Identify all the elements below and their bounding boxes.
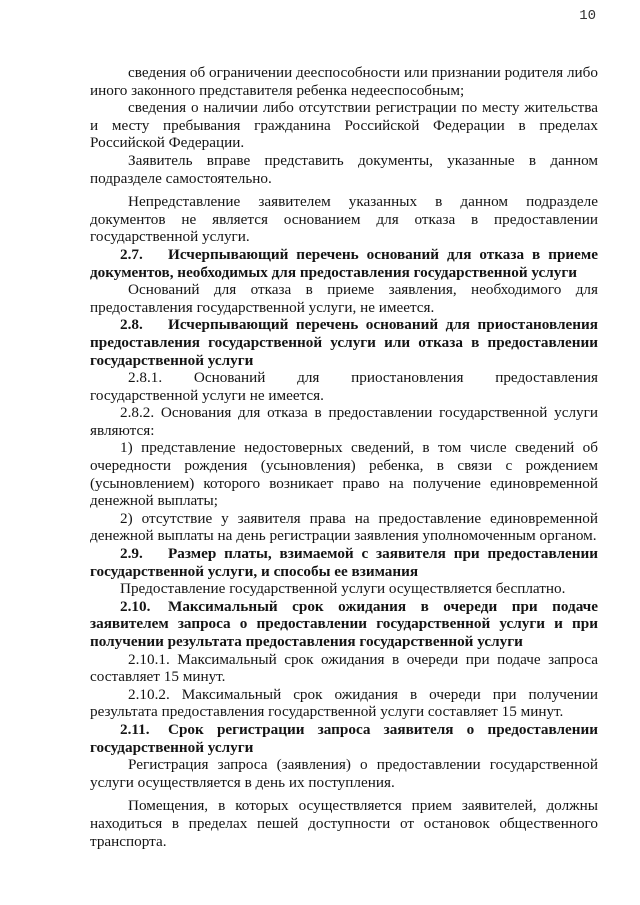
- page-number: 10: [579, 8, 596, 24]
- section-heading: [90, 721, 598, 756]
- paragraph: 2.10.2. Максимальный срок ожидания в очереди при получении результата предоставления государственной услуги составляет 15 минут.: [90, 685, 598, 721]
- document-body: [90, 64, 598, 850]
- paragraph: 2.8.2. Основания для отказа в предоставлении государственной услуги являются:: [90, 404, 598, 439]
- paragraph: Заявитель вправе представить документы, указанные в данном подразделе самостоятельно.: [90, 151, 598, 187]
- section-heading: [90, 316, 598, 369]
- paragraph: Оснований для отказа в приеме заявления, необходимого для предоставления государственной услуги, не имеется.: [90, 281, 598, 316]
- section-number: 2.11.: [120, 720, 150, 738]
- section-title: Размер платы, взимаемой с заявителя при предоставлении государственной услуги, и способы ее взимания: [90, 545, 598, 580]
- section-title: Срок регистрации запроса заявителя о предоставлении государственной услуги: [90, 720, 598, 756]
- paragraph: Предоставление государственной услуги осуществляется бесплатно.: [120, 580, 566, 598]
- section-number: 2.7.: [120, 245, 143, 263]
- paragraph: 2.8.1. Оснований для приостановления предоставления государственной услуги не имеется.: [90, 369, 598, 404]
- section-heading: [90, 246, 598, 281]
- paragraph: сведения о наличии либо отсутствии регистрации по месту жительства и месту пребывания гражданина Российской Федерации в пределах Российской Федерации.: [90, 99, 598, 152]
- section-heading: [90, 598, 598, 651]
- paragraph: Регистрация запроса (заявления) о предоставлении государственной услуги осуществляется в день их поступления.: [90, 756, 598, 791]
- section-number: 2.8.: [120, 316, 143, 334]
- section-title: Исчерпывающий перечень оснований для приостановления предоставления государственной услуги или отказа в предоставлении государственной услуги: [90, 316, 598, 369]
- paragraph: 2.10.1. Максимальный срок ожидания в очереди при подаче запроса составляет 15 минут.: [90, 650, 598, 686]
- section-heading: [90, 545, 598, 580]
- section-number: 2.10.: [120, 597, 151, 615]
- paragraph: сведения об ограничении дееспособности или признании родителя либо иного законного представителя ребенка недееспособным;: [90, 64, 598, 99]
- paragraph: Помещения, в которых осуществляется прием заявителей, должны находиться в пределах пешей доступности от остановок общественного транспорта.: [90, 797, 598, 850]
- paragraph: Непредставление заявителем указанных в данном подразделе документов не является основанием для отказа в предоставлении государственной услуги.: [90, 193, 598, 246]
- section-title: Исчерпывающий перечень оснований для отказа в приеме документов, необходимых для предоставления государственной услуги: [90, 245, 598, 281]
- section-title: Максимальный срок ожидания в очереди при подаче заявителем запроса о предоставлении государственной услуги и при получении результата предоставления государственной услуги: [90, 597, 598, 650]
- section-number: 2.9.: [120, 545, 143, 563]
- paragraph: 1) представление недостоверных сведений, в том числе сведений об очередности рождения (усыновления) ребенка, в связи с рождением (усыновлением) которого возникает право на получение единовременной денежной выплаты;: [90, 439, 598, 510]
- paragraph: 2) отсутствие у заявителя права на предоставление единовременной денежной выплаты на день регистрации заявления уполномоченным органом.: [90, 509, 598, 545]
